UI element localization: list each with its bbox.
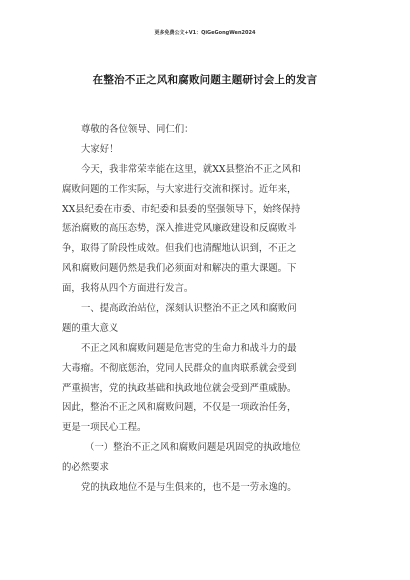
- paragraph-line: 党的执政地位不是与生俱来的，也不是一劳永逸的。: [81, 482, 297, 494]
- header-note: 更多免费公文+V1：QiGeGongWen2024: [154, 30, 256, 36]
- salutation: 尊敬的各位领导、同仁们：: [81, 124, 194, 135]
- paragraph-line: 不正之风和腐败问题是危害党的生命力和战斗力的最: [81, 342, 297, 354]
- document-title: 在整治不正之风和腐败问题主题研讨会上的发言: [92, 74, 318, 86]
- paragraph-line: 争，取得了阶段性成效。但我们也清醒地认识到，不正之: [62, 243, 297, 255]
- paragraph-line: 因此，整治不正之风和腐败问题，不仅是一项政治任务，: [62, 402, 297, 414]
- paragraph-line: 更是一项民心工程。: [62, 422, 147, 434]
- paragraph-line: 大毒瘤。不彻底惩治，党同人民群众的血肉联系就会受到: [62, 362, 297, 374]
- greeting: 大家好！: [81, 143, 119, 155]
- paragraph-line: 严重损害，党的执政基础和执政地位就会受到严重威胁。: [62, 382, 297, 394]
- paragraph-line: 惩治腐败的高压态势，深入推进党风廉政建设和反腐败斗: [62, 223, 297, 235]
- subsection-heading: 的必然要求: [62, 462, 109, 474]
- paragraph-line: 腐败问题的工作实际，与大家进行交流和探讨。近年来，: [62, 183, 297, 195]
- paragraph-line: 风和腐败问题仍然是我们必须面对和解决的重大课题。下: [62, 263, 297, 275]
- paragraph-line: 面，我将从四个方面进行发言。: [62, 283, 194, 295]
- paragraph-line: 今天，我非常荣幸能在这里，就XX县整治不正之风和: [81, 163, 301, 175]
- subsection-heading: （一）整治不正之风和腐败问题是巩固党的执政地位: [85, 442, 301, 454]
- section-heading: 一、提高政治站位，深刻认识整治不正之风和腐败问: [81, 303, 297, 315]
- document-body: [62, 120, 352, 498]
- section-heading: 题的重大意义: [62, 322, 119, 334]
- paragraph-line: XX县纪委在市委、市纪委和县委的坚强领导下，始终保持: [62, 203, 301, 215]
